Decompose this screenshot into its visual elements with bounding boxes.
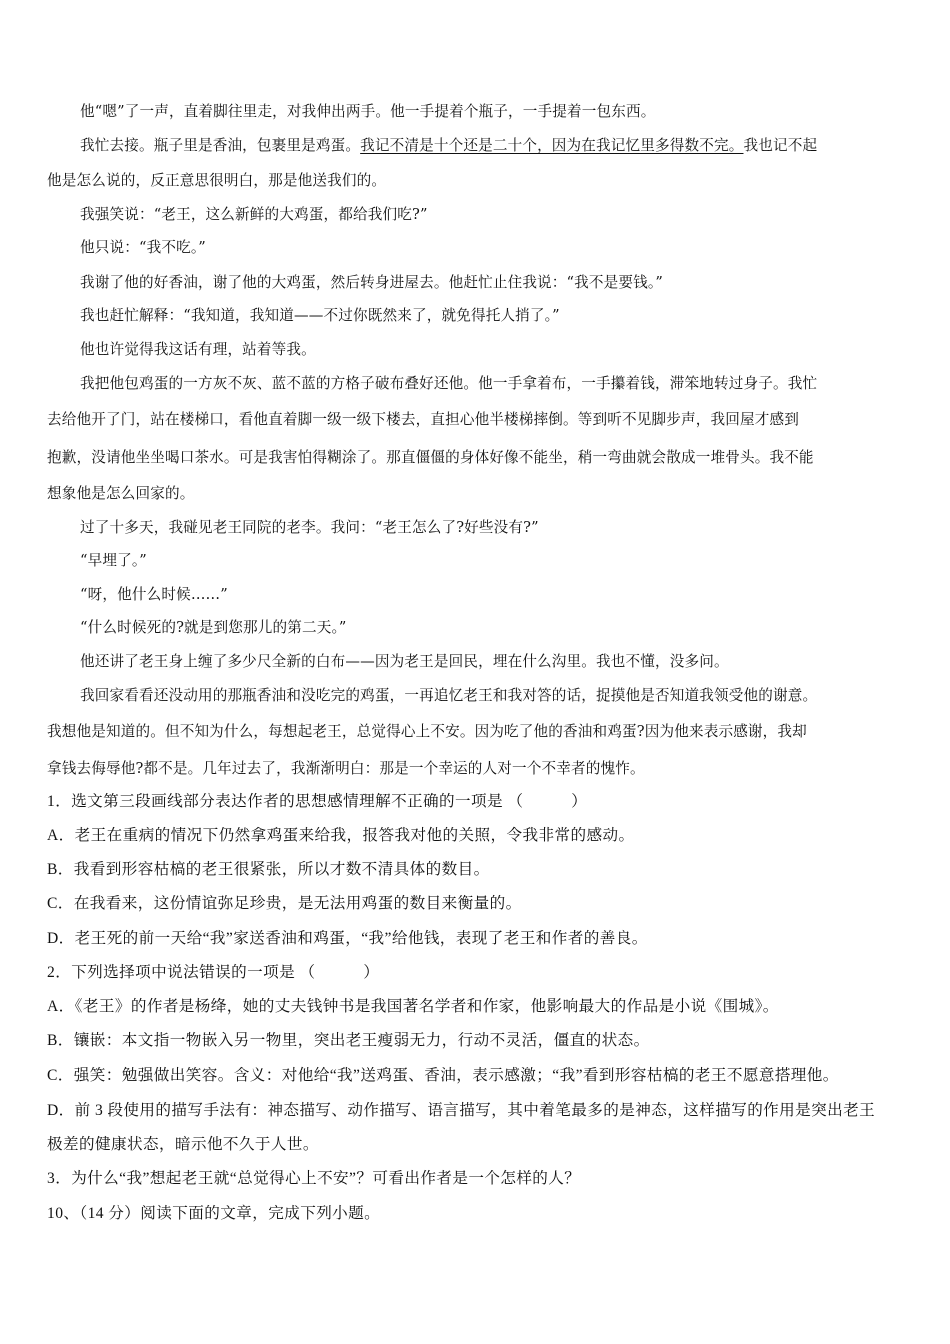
passage-paragraph-continuation: 我想他是知道的。但不知为什么，每想起老王，总觉得心上不安。因为吃了他的香油和鸡蛋?因为他来表示感谢，我却: [47, 723, 807, 740]
question-2-option-c: C．强笑：勉强做出笑容。含义：对他给“我”送鸡蛋、香油，表示感激；“我”看到形容枯槁的老王不愿意搭理他。: [47, 1067, 839, 1084]
passage-paragraph: [80, 136, 906, 156]
passage-paragraph-continuation: 想象他是怎么回家的。: [47, 485, 195, 502]
question-1-option-c: C．在我看来，这份情谊弥足珍贵，是无法用鸡蛋的数目来衡量的。: [47, 895, 522, 912]
question-1: 1．选文第三段画线部分表达作者的思想感情理解不正确的一项是 （ ）: [47, 793, 588, 810]
question-3: 3．为什么“我”想起老王就“总觉得心上不安”？可看出作者是一个怎样的人？: [47, 1170, 581, 1187]
passage-paragraph: “早埋了。”: [80, 552, 147, 569]
passage-paragraph: 我强笑说：“老王，这么新鲜的大鸡蛋，都给我们吃?”: [80, 206, 428, 223]
passage-paragraph: 我回家看看还没动用的那瓶香油和没吃完的鸡蛋，一再追忆老王和我对答的话，捉摸他是否知道我领受他的谢意。: [80, 687, 818, 704]
question-1-option-b: B．我看到形容枯槁的老王很紧张，所以才数不清具体的数目。: [47, 861, 490, 878]
passage-text: 我忙去接。瓶子里是香油，包裹里是鸡蛋。: [80, 137, 361, 154]
underlined-sentence: 我记不清是十个还是二十个，因为在我记忆里多得数不完。: [360, 137, 744, 154]
passage-paragraph: 他只说：“我不吃。”: [80, 239, 206, 256]
passage-paragraph: 他还讲了老王身上缠了多少尺全新的白布——因为老王是回民，埋在什么沟里。我也不懂，没多问。: [80, 653, 729, 670]
passage-paragraph-continuation: 他是怎么说的，反正意思很明白，那是他送我们的。: [47, 172, 387, 189]
passage-paragraph: 过了十多天，我碰见老王同院的老李。我问：“老王怎么了?好些没有?”: [80, 519, 539, 536]
question-1-option-d: D．老王死的前一天给“我”家送香油和鸡蛋，“我”给他钱，表现了老王和作者的善良。: [47, 930, 648, 947]
question-2-option-b: B．镶嵌：本文指一物嵌入另一物里，突出老王瘦弱无力，行动不灵活，僵直的状态。: [47, 1032, 650, 1049]
question-2-option-d-continuation: 极差的健康状态，暗示他不久于人世。: [47, 1136, 319, 1153]
passage-paragraph: 他“嗯”了一声，直着脚往里走，对我伸出两手。他一手提着个瓶子，一手提着一包东西。: [80, 103, 656, 120]
passage-paragraph: 我也赶忙解释：“我知道，我知道——不过你既然来了，就免得托人捎了。”: [80, 307, 560, 324]
passage-paragraph-continuation: 去给他开了门，站在楼梯口，看他直着脚一级一级下楼去，直担心他半楼梯摔倒。等到听不见脚步声，我回屋才感到: [47, 411, 799, 428]
passage-paragraph-continuation: 抱歉，没请他坐坐喝口茶水。可是我害怕得糊涂了。那直僵僵的身体好像不能坐，稍一弯曲就会散成一堆骨头。我不能: [47, 449, 814, 466]
question-2-option-a: A．《老王》的作者是杨绛，她的丈夫钱钟书是我国著名学者和作家，他影响最大的作品是小说《围城》。: [47, 998, 779, 1015]
passage-paragraph-continuation: 拿钱去侮辱他?都不是。几年过去了，我渐渐明白：那是一个幸运的人对一个不幸者的愧怍。: [47, 760, 645, 777]
question-1-option-a: A．老王在重病的情况下仍然拿鸡蛋来给我，报答我对他的关照，令我非常的感动。: [47, 827, 635, 844]
passage-paragraph: “什么时候死的?就是到您那儿的第二天。”: [80, 619, 347, 636]
next-section-heading: 10、（14 分）阅读下面的文章，完成下列小题。: [47, 1205, 381, 1222]
passage-text: 我也记不起: [743, 137, 818, 154]
passage-paragraph: 我把他包鸡蛋的一方灰不灰、蓝不蓝的方格子破布叠好还他。他一手拿着布，一手攥着钱，滞笨地转过身子。我忙: [80, 375, 818, 392]
passage-paragraph: 他也许觉得我这话有理，站着等我。: [80, 341, 316, 358]
passage-paragraph: 我谢了他的好香油，谢了他的大鸡蛋，然后转身进屋去。他赶忙止住我说：“我不是要钱。”: [80, 274, 663, 291]
question-2: 2．下列选择项中说法错误的一项是 （ ）: [47, 964, 380, 981]
passage-paragraph: “呀，他什么时候……”: [80, 586, 228, 603]
question-2-option-d: D．前 3 段使用的描写手法有：神态描写、动作描写、语言描写，其中着笔最多的是神态，这样描写的作用是突出老王: [47, 1102, 876, 1119]
